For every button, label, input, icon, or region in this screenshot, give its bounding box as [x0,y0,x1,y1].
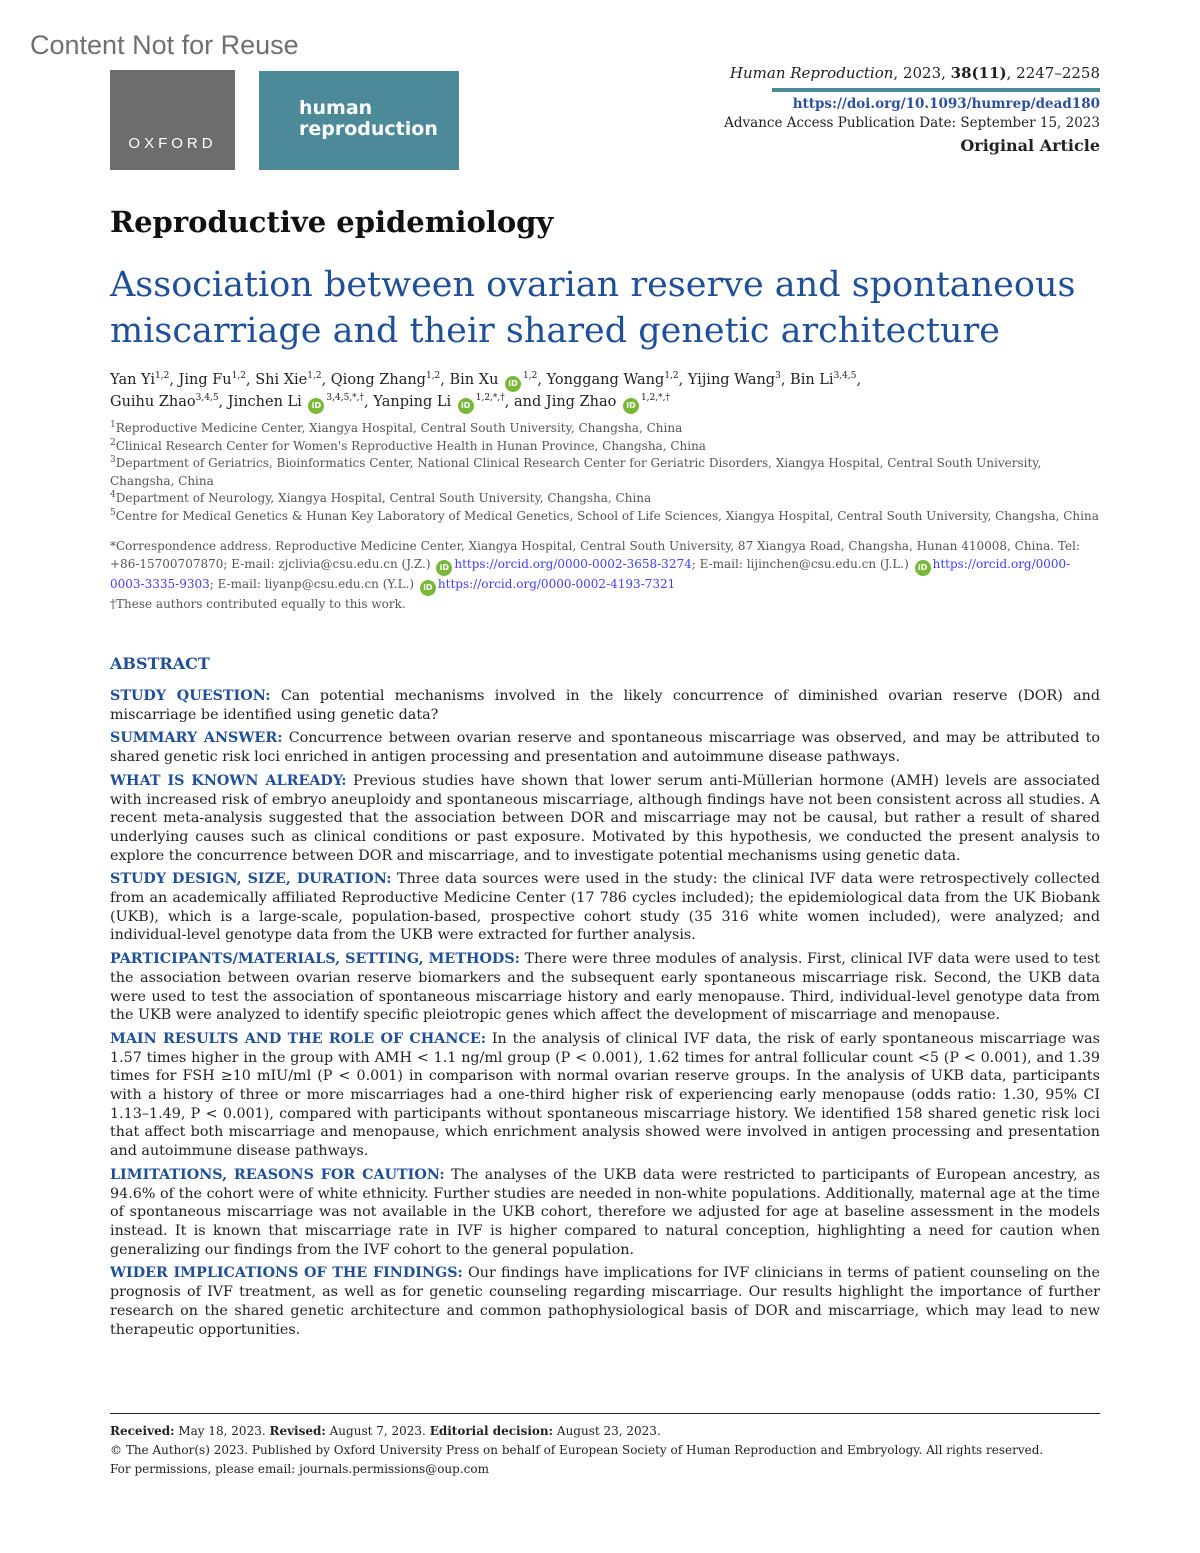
author-separator: , [218,394,228,410]
author-separator: , [321,372,331,388]
affiliation-text: Centre for Medical Genetics & Hunan Key Laboratory of Medical Genetics, School of Life Sciences, Xiangya Hospital, Central South University, Changsha, China [115,508,1099,523]
abstract-section [110,1166,1100,1260]
abstract-section-text: The analyses of the UKB data were restricted to participants of European ancestry, as 94.6% of the cohort were of white ethnicity. Further studies are needed in non-white populations. Additionally, maternal age at the time of spontaneous miscarriage was not available in the UKB cohort, therefore we adjusted for age at baseline assessment in the models instead. It is known that miscarriage rate in IVF is higher compared to natural conception, highlighting a need for caution when generalizing our findings from the IVF cohort to the general population. [110,1166,1100,1258]
abstract-section-text: Three data sources were used in the study: the clinical IVF data were retrospectively collected from an academically affiliated Reproductive Medicine Center (17 786 cycles included); the epidemiological data from the UK Biobank (UKB), which is a large-scale, population-based, prospective cohort study (35 316 white women included), were analyzed; and individual-level genotype data from the UKB were extracted for further analysis. [110,871,1100,944]
author-affiliation-marks: 1,2 [664,371,679,382]
abstract-section-text: In the analysis of clinical IVF data, the risk of early spontaneous miscarriage was 1.57 times higher in the group with AMH < 1.1 ng/ml group (P < 0.001), 1.62 times for antral follicular count <5 (P < 0.001), and 1.39 times for FSH ≥10 mIU/ml (P < 0.001) in comparison with normal ovarian reserve groups. In the analysis of UKB data, participants with a history of three or more miscarriages had a one-third higher risk of experiencing early menopause (odds ratio: 1.30, 95% CI 1.13–1.49, P < 0.001), compared with participants without spontaneous miscarriage history. We identified 158 shared genetic risk loci that affect both miscarriage and menopause, which enrichment analysis showed were involved in antigen processing and presentation and autoimmune disease pathways. [110,1030,1100,1160]
orcid-link[interactable]: https://orcid.org/0000-0003-3335-9303 [110,556,1071,591]
correspondence-text: *Correspondence address. Reproductive Medicine Center, Xiangya Hospital, Central South University, 87 Xiangya Road, Changsha, Hunan 410008, China. Tel: +86-15700707870; E-mail: zjclivia@csu.edu.cn (J.Z.) [110,539,1080,571]
author [547,372,688,388]
received-date: May 18, 2023. [174,1424,270,1438]
author-affiliation-marks: 1,2,*,† [475,393,505,404]
author-list [110,370,1110,414]
decision-date: August 23, 2023. [553,1424,661,1438]
orcid-icon: iD [420,580,436,596]
author-name: Shi Xie [255,372,308,388]
author [546,394,670,410]
affiliation-text: Clinical Research Center for Women's Reproductive Health in Hunan Province, Changsha, China [115,438,706,453]
author-name: Yanping Li [373,394,452,410]
author-affiliation-marks: 1,2 [155,371,170,382]
abstract-section-text: Can potential mechanisms involved in the likely concurrence of diminished ovarian reserve (DOR) and miscarriage be identified using genetic data? [110,688,1100,723]
dates [110,1422,1100,1441]
author-name: Guihu Zhao [110,394,196,410]
author [255,372,331,388]
journal-logo [259,71,459,170]
affiliation-number: 1 [110,420,116,430]
author-name: Jing Fu [178,372,232,388]
orcid-icon[interactable]: iD [623,398,639,414]
abstract-section-label: LIMITATIONS, REASONS FOR CAUTION: [110,1166,445,1183]
author-name: Yijing Wang [687,372,776,388]
author [688,372,790,388]
abstract-section-label: STUDY DESIGN, SIZE, DURATION: [110,871,392,888]
affiliation [110,455,1100,490]
journal-pages: , 2247–2258 [1006,64,1100,82]
abstract-section [110,1264,1100,1339]
journal-name: Human Reproduction [729,64,894,82]
author [373,394,546,410]
author-separator: , [678,372,688,388]
author-name: Jinchen Li [227,394,302,410]
received-label: Received: [110,1424,175,1438]
abstract [110,654,1100,1344]
orcid-icon[interactable]: iD [308,398,324,414]
author-affiliation-marks: 3,4,5,*,† [326,393,365,404]
abstract-heading: ABSTRACT [110,654,210,673]
orcid-icon[interactable]: iD [458,398,474,414]
abstract-section-text: There were three modules of analysis. First, clinical IVF data were used to test the association between ovarian reserve biomarkers and the subsequent early spontaneous miscarriage risk. Second, the UKB data were used to test the association of spontaneous miscarriage history and early menopause. Third, individual-level genotype data from the UKB were analyzed to identify specific pleiotropic genes which affect the development of miscarriage and menopause. [110,951,1101,1024]
abstract-section-text: Concurrence between ovarian reserve and spontaneous miscarriage was observed, and may be attributed to shared genetic risk loci enriched in antigen processing and presentation and autoimmune disease pathways. [110,730,1100,766]
header-rule [772,88,1100,92]
author-name: Yan Yi [110,372,155,388]
oxford-logo [110,70,235,170]
revised-label: Revised: [269,1424,326,1438]
orcid-icon: iD [915,560,931,576]
author-affiliation-marks: 1,2 [231,371,246,382]
affiliation-number: 4 [110,490,116,501]
author [110,394,228,410]
section-heading: Reproductive epidemiology [110,205,554,239]
author-name: Bin Li [790,372,834,388]
journal-year: , 2023, [893,64,951,82]
abstract-section [110,729,1100,766]
author-name: Bin Xu [449,372,499,388]
abstract-section-label: WIDER IMPLICATIONS OF THE FINDINGS: [110,1265,463,1282]
abstract-section [110,950,1100,1025]
revised-date: August 7, 2023. [325,1424,430,1438]
equal-contribution-note: †These authors contributed equally to this work. [110,596,406,611]
author-separator: , and [504,394,546,410]
author-name: Yonggang Wang [546,372,665,388]
author-separator: , [856,372,862,388]
doi-link[interactable]: https://doi.org/10.1093/humrep/dead180 [792,96,1100,112]
affiliation-number: 3 [110,455,116,466]
abstract-section-text: Previous studies have shown that lower serum anti-Müllerian hormone (AMH) levels are associated with increased risk of embryo aneuploidy and spontaneous miscarriage, although findings have not been consistent across all studies. A recent meta-analysis suggested that the association between DOR and miscarriage may not be causal, but rather a result of shared underlying causes such as clinical conditions or past exposure. Motivated by this hypothesis, we conducted the present analysis to explore the concurrence between DOR and miscarriage, and to investigate potential mechanisms using genetic data. [110,772,1100,864]
footer [110,1413,1100,1479]
decision-label: Editorial decision: [429,1424,554,1438]
abstract-section [110,1030,1100,1161]
affiliations [110,420,1100,526]
author-affiliation-marks: 3 [775,371,781,382]
affiliation [110,420,1100,438]
copyright: © The Author(s) 2023. Published by Oxford University Press on behalf of European Society of Human Reproduction and Embryology. All rights reserved. [110,1443,1044,1457]
abstract-section [110,870,1100,945]
author [110,372,179,388]
author-affiliation-marks: 3,4,5 [195,393,219,404]
abstract-section-label: MAIN RESULTS AND THE ROLE OF CHANCE: [110,1030,487,1047]
abstract-section-label: PARTICIPANTS/MATERIALS, SETTING, METHODS: [110,951,520,968]
affiliation [110,490,1100,508]
journal-logo-line2: reproduction [299,118,438,140]
orcid-icon[interactable]: iD [505,376,521,392]
journal-citation [730,64,1100,82]
author-separator: , [364,394,374,410]
abstract-section-label: STUDY QUESTION: [110,688,271,704]
author [228,394,374,410]
advance-access-date: Advance Access Publication Date: September 15, 2023 [724,115,1100,131]
abstract-section [110,687,1100,724]
author [450,372,547,388]
correspondence-text: ; E-mail: lijinchen@csu.edu.cn (J.L.) [691,556,913,571]
watermark: Content Not for Reuse [30,30,299,60]
affiliation-number: 2 [110,437,116,448]
affiliation-text: Department of Geriatrics, Bioinformatics Center, National Clinical Research Center for Geriatric Disorders, Xiangya Hospital, Central South University, Changsha, China [110,456,1042,488]
orcid-link[interactable]: https://orcid.org/0000-0002-3658-3274 [454,556,692,571]
author-name: Qiong Zhang [330,372,426,388]
abstract-section-label: SUMMARY ANSWER: [110,730,283,747]
author-separator: , [440,372,450,388]
author-affiliation-marks: 1,2 [425,371,441,382]
permissions: For permissions, please email: journals.permissions@oup.com [110,1462,489,1476]
author [790,372,861,388]
affiliation [110,508,1100,526]
correspondence-text: ; E-mail: liyanp@csu.edu.cn (Y.L.) [209,576,418,591]
orcid-link[interactable]: https://orcid.org/0000-0002-4193-7321 [437,576,676,591]
author [331,372,450,388]
article-type: Original Article [960,136,1100,155]
abstract-section-text: Our findings have implications for IVF clinicians in terms of patient counseling on the prognosis of IVF treatment, as well as for genetic counseling regarding miscarriage. Our results highlight the importance of further research on the shared genetic architecture and common pathophysiological basis of DOR and miscarriage, which may lead to new therapeutic opportunities. [110,1265,1100,1338]
article-title: Association between ovarian reserve and spontaneous miscarriage and their shared genetic architecture [110,265,1076,351]
author-separator: , [780,372,791,388]
affiliation-number: 5 [110,507,116,518]
abstract-section [110,772,1100,866]
author-separator: , [169,372,179,388]
author-separator: , [245,372,256,388]
affiliation-text: Reproductive Medicine Center, Xiangya Hospital, Central South University, Changsha, China [115,421,683,435]
author [179,372,256,388]
correspondence [110,538,1100,613]
author-affiliation-marks: 3,4,5 [833,371,857,382]
affiliation-text: Department of Neurology, Xiangya Hospital, Central South University, Changsha, China [115,491,652,506]
affiliation [110,438,1100,456]
author-affiliation-marks: 1,2 [307,371,322,382]
journal-logo-line1: human [299,97,373,119]
abstract-section-label: WHAT IS KNOWN ALREADY: [110,772,347,789]
author-affiliation-marks: 1,2 [523,371,538,382]
oxford-logo-text: OXFORD [128,135,217,152]
author-separator: , [537,372,547,388]
orcid-icon: iD [436,560,452,576]
author-name: Jing Zhao [545,394,617,410]
journal-volume: 38(11) [950,64,1007,82]
author-affiliation-marks: 1,2,*,† [640,393,670,404]
